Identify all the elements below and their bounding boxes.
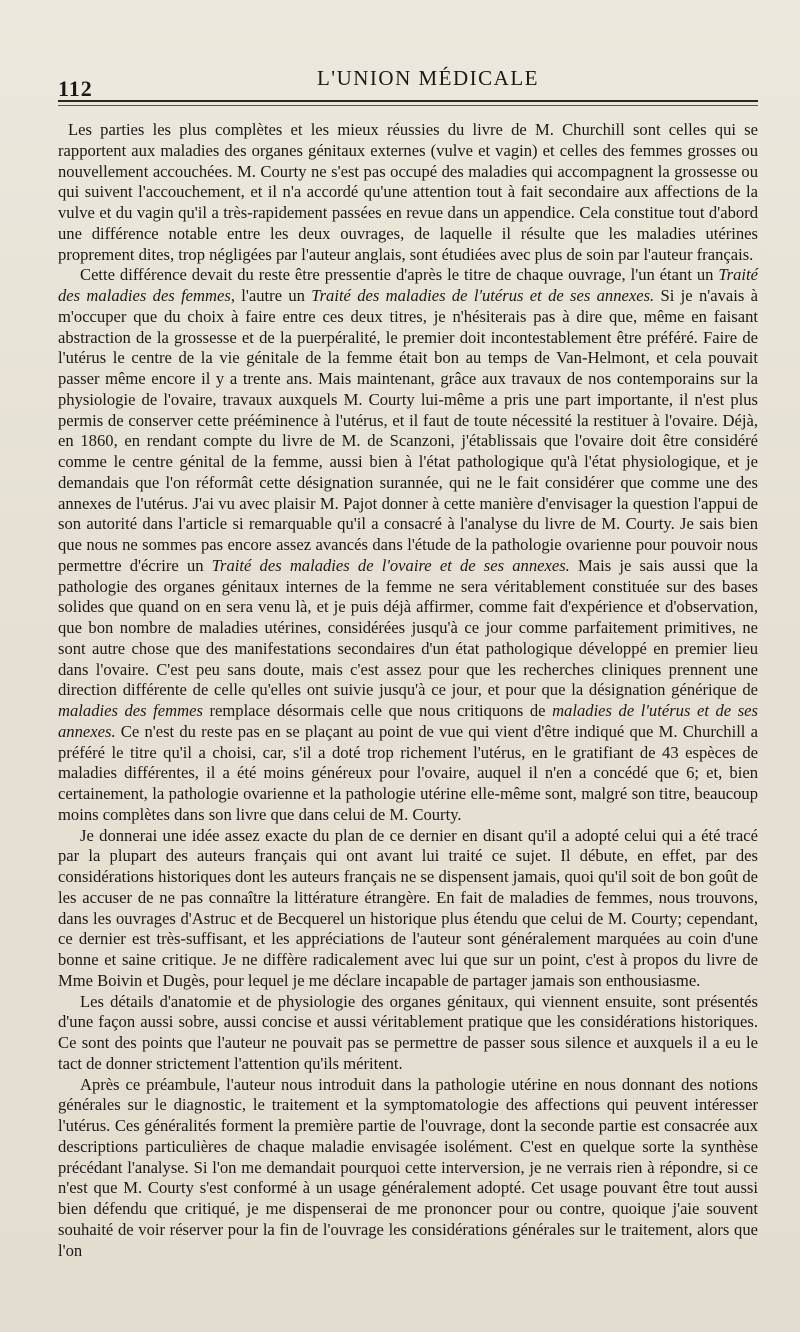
paragraph-text: Les parties les plus complètes et les mieux réussies du livre de M. Churchill sont celles qui se rapportent aux maladies des organes génitaux externes (vulve et vagin) et celles des femmes grosses ou nouvellement accouchées. M. Courty ne s'est pas occupé des maladies qui accompagnent la grossesse ou qui suivent l'accouchement, et il n'a accordé qu'une attention tout à fait secondaire aux affections de la vulve et du vagin qu'il a très-rapidement passées en revue dans un appendice. Cela constitue tout d'abord une différence notable entre les deux ouvrages, de laquelle il résulte que les maladies utérines proprement dites, trop négligées par l'auteur anglais, sont étudiées avec plus de soin par l'auteur français. xyxy=(58,120,758,264)
italic-title: Traité des maladies des femmes xyxy=(58,265,758,305)
paragraph-text: Mais je sais aussi que la pathologie des organes génitaux internes de la femme ne sera véritablement constituée sur des bases solides que quand on en sera venu là, et je puis déjà affirmer, comme fait d'expérience et d'observation, que bon nombre de maladies utérines, considérées jusqu'à ce jour comme parfaitement primitives, ne sont autre chose que des manifestations secondaires d'un état pathologique développé en premier lieu dans l'ovaire. C'est peu sans doute, mais c'est assez pour que les recherches cliniques prennent une direction différente de celle qu'elles ont suivie jusqu'à ce jour, et pour que la désignation générique de xyxy=(58,555,759,700)
journal-title: L'UNION MÉDICALE xyxy=(316,66,539,90)
paragraph-5 xyxy=(58,1075,758,1262)
italic-term: maladies de l'utérus et de ses annexes. xyxy=(58,701,758,741)
header-rule xyxy=(58,105,758,106)
paragraph-text: Je donnerai une idée assez exacte du plan de ce dernier en disant qu'il a adopté celui qui a été tracé par la plupart des auteurs français qui ont avant lui traité ce sujet. Il débute, en effet, par des considérations historiques dont les auteurs français ne se dispensent jamais, quoi qu'il soit de bon goût de les accuser de ne pas connaître la littérature étrangère. En fait de maladies de femmes, nous trouvons, dans les ouvrages d'Astruc et de Becquerel un historique plus étendu que celui de M. Courty; cependant, ce dernier est très-suffisant, et les appréciations de l'auteur sont généralement marquées au coin d'une bonne et saine critique. Je ne diffère radicalement avec lui que sur un point, c'est à propos du livre de Mme Boivin et Dugès, pour lequel je me déclare incapable de partager jamais son enthousiasme. xyxy=(58,825,758,990)
paragraph-3 xyxy=(58,826,758,992)
italic-title: Traité des maladies de l'utérus et de ses annexes. xyxy=(311,286,655,305)
italic-title: Traité des maladies de l'ovaire et de ses annexes. xyxy=(211,555,570,575)
paragraph-text: Après ce préambule, l'auteur nous introduit dans la pathologie utérine en nous donnant des notions générales sur le diagnostic, le traitement et la symptomatologie des affections qui peuvent intéresser l'utérus. Ces généralités forment la première partie de l'ouvrage, dont la seconde partie est consacrée aux descriptions particulières de chaque maladie envisagée isolément. C'est en quelque sorte la synthèse précédant l'analyse. Si l'on me demandait pourquoi cette interversion, je ne verrais rien à répondre, si ce n'est que M. Courty s'est conformé à un usage généralement adopté. Cet usage pouvant être tout aussi bien défendu que critiqué, je me dispenserai de me prononcer pour ou contre, quoique j'aie souvent souhaité de voir réserver pour la fin de l'ouvrage les considérations générales sur le traitement, alors que l'on xyxy=(58,1074,758,1260)
paragraph-text: Cette différence devait du reste être pressentie d'après le titre de chaque ouvrage, l'un étant un xyxy=(80,265,719,285)
paragraph-2 xyxy=(58,265,758,825)
paragraph-1 xyxy=(58,120,758,265)
paragraph-text: remplace désormais celle que nous critiquons de xyxy=(202,701,553,720)
paragraph-text: Les détails d'anatomie et de physiologie des organes génitaux, qui viennent ensuite, sont présentés d'une façon aussi sobre, aussi concise et aussi véritablement pratique que les considérations historiques. Ce sont des points que l'auteur ne pouvait pas se permettre de passer sous silence et auxquels il a eu le tact de donner strictement l'attention qu'ils méritent. xyxy=(58,991,758,1073)
paragraph-text: , l'autre un xyxy=(230,286,312,305)
italic-term: maladies des femmes xyxy=(58,701,203,720)
paragraph-4 xyxy=(58,992,758,1075)
page-number: 112 xyxy=(58,76,93,101)
article-body xyxy=(58,120,758,1261)
paragraph-text: Ce n'est du reste pas en se plaçant au point de vue qui vient d'être indiqué que M. Churchill a préféré le titre qu'il a choisi, car, s'il a doté trop richement l'utérus, en le gratifiant de 43 espèces de maladies différentes, il a été moins généreux pour l'ovaire, auquel il n'en a concédé que 6; et, bien certainement, la pathologie ovarienne et la pathologie utérine elle-même sont, malgré son titre, beaucoup moins complètes dans son livre que dans celui de M. Courty. xyxy=(58,721,758,824)
page-header xyxy=(58,60,758,102)
paragraph-text: Si je n'avais à m'occuper que du choix à faire entre ces deux titres, je n'hésiterais pas à dire que, même en faisant abstraction de la grossesse et de la puerpéralité, le premier doit incontestablement être préféré. Faire de l'utérus le centre de la vie génitale de la femme était bon au temps de Van-Helmont, et cela pouvait passer même encore il y a trente ans. Mais maintenant, grâce aux travaux de nos contemporains sur la physiologie de l'ovaire, travaux auxquels M. Courty lui-même a pris une part importante, il n'est plus permis de conserver cette prééminence à l'utérus, et il faut de toute nécessité la restituer à l'ovaire. Déjà, en 1860, en rendant compte du livre de M. de Scanzoni, j'établissais que l'ovaire doit être considéré comme le centre génital de la femme, aussi bien à l'état pathologique qu'à l'état physiologique, et je demandais que l'on réformât cette désignation surannée, qui ne le fait considérer que comme une des annexes de l'utérus. J'ai vu avec plaisir M. Pajot donner à cette manière d'envisager la question l'appui de son autorité dans l'article si remarquable qu'il a consacré à l'analyse du livre de M. Courty. Je sais bien que nous ne sommes pas encore assez avancés dans l'étude de la pathologie ovarienne pour pouvoir nous permettre d'écrire un xyxy=(58,286,758,575)
